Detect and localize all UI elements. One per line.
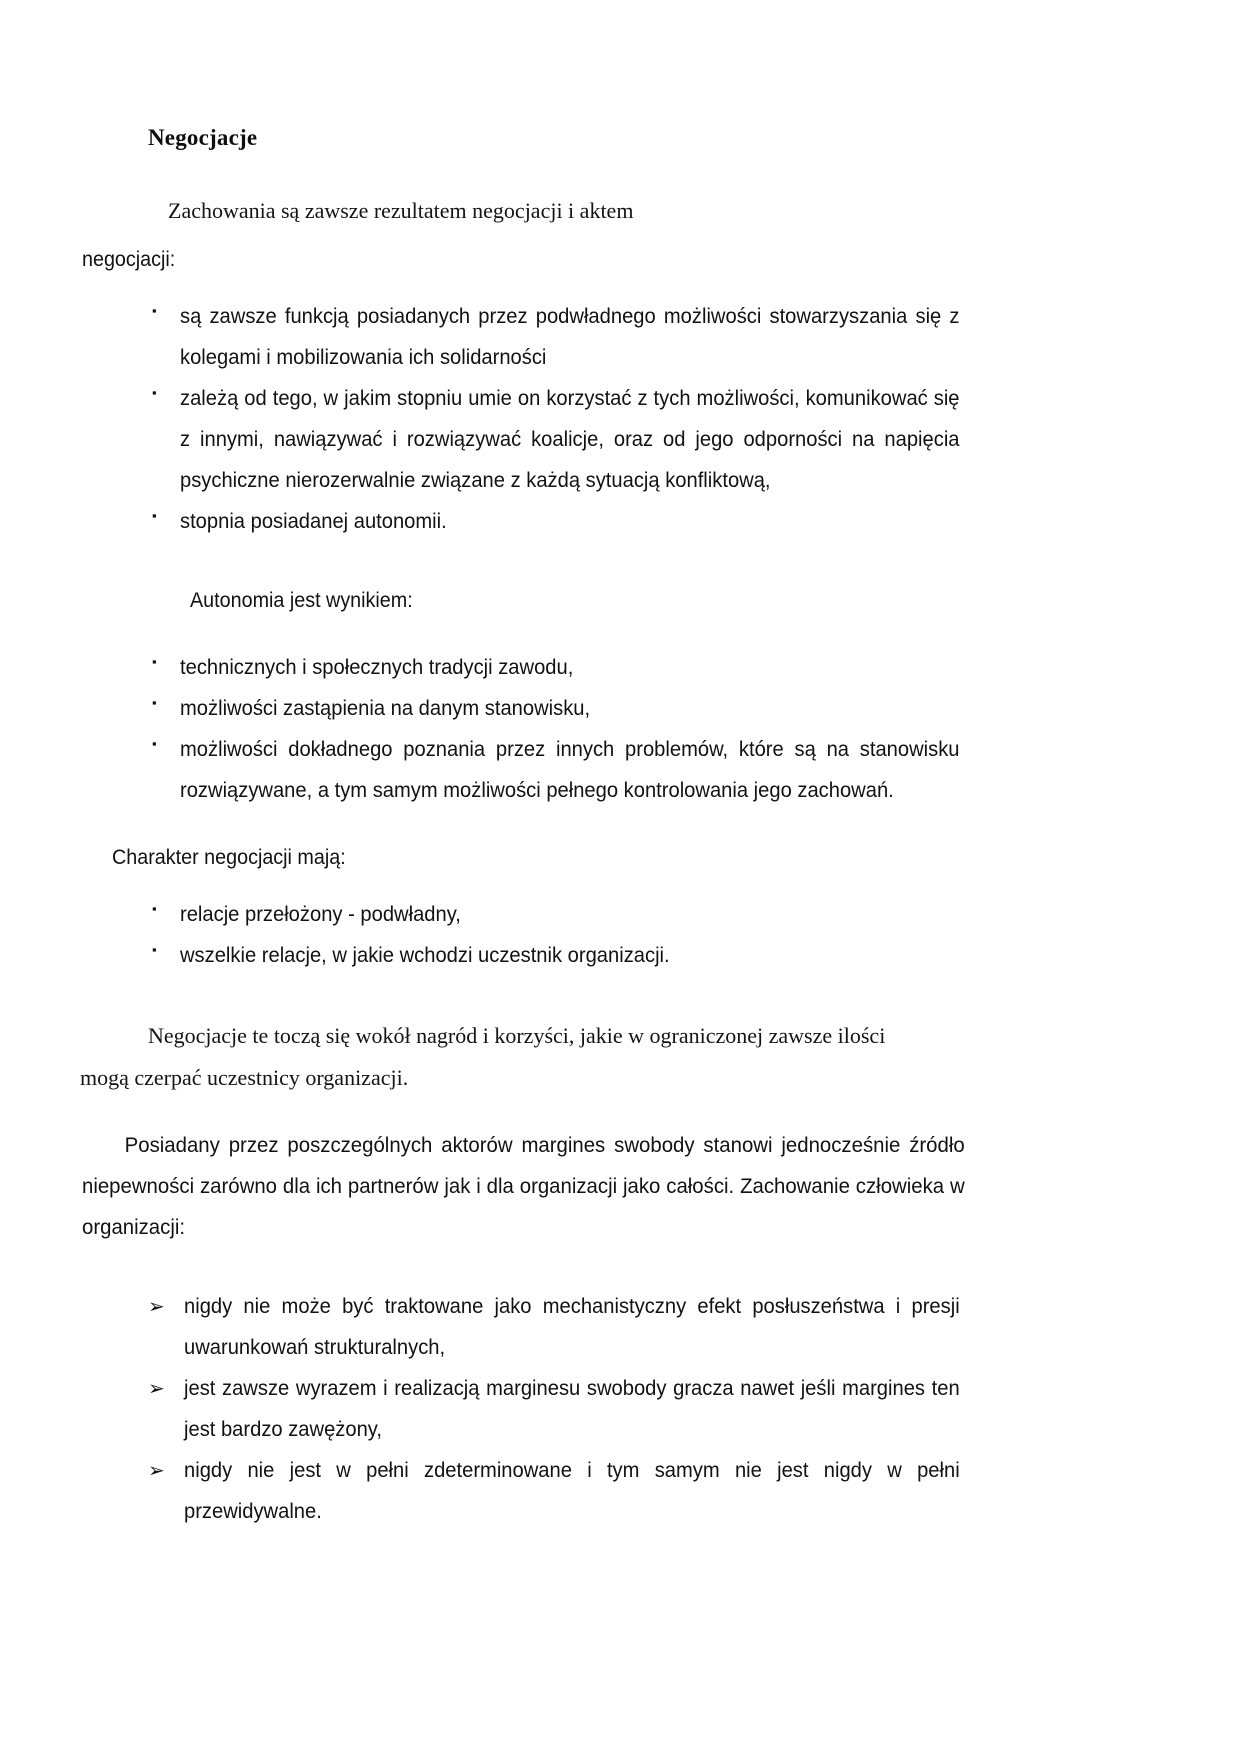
autonomy-sources-list xyxy=(112,648,992,812)
list-item-label: są zawsze funkcją posiadanych przez podwładnego możliwości stowarzyszania się z kolegami i mobilizowania ich solidarności xyxy=(180,305,960,370)
list-item-label: możliwości zastąpienia na danym stanowisku, xyxy=(180,696,591,720)
intro-paragraph: Zachowania są zawsze rezultatem negocjacji i aktem xyxy=(168,197,634,223)
list-item-label: możliwości dokładnego poznania przez innych problemów, które są na stanowisku rozwiązywane, a tym samym możliwości pełnego kontrolowania jego zachowań. xyxy=(180,737,960,802)
list-item-label: stopnia posiadanej autonomii. xyxy=(180,510,447,534)
list-item-label: wszelkie relacje, w jakie wchodzi uczestnik organizacji. xyxy=(180,943,670,967)
spacer xyxy=(112,1100,992,1126)
square-bullet-icon: ▪ xyxy=(152,735,157,751)
list-item-label: relacje przełożony - podwładny, xyxy=(180,902,461,926)
negotiation-attributes-list xyxy=(112,297,992,543)
list-item xyxy=(112,648,992,689)
square-bullet-icon: ▪ xyxy=(152,508,157,524)
list-item xyxy=(112,1369,992,1451)
negotiation-character-list xyxy=(112,895,992,977)
square-bullet-icon: ▪ xyxy=(152,303,157,319)
spacer xyxy=(112,543,992,581)
human-behaviour-list xyxy=(112,1287,992,1533)
list-item xyxy=(112,730,992,812)
freedom-paragraph: Posiadany przez poszczególnych aktorów margines swobody stanowi jednocześnie źródło niepewności zarówno dla ich partnerów jak i dla organizacji jako całości. Zachowanie człowieka w organizacji: xyxy=(82,1134,965,1240)
list-item-label: technicznych i społecznych tradycji zawodu, xyxy=(180,655,574,679)
list-item xyxy=(112,502,992,543)
square-bullet-icon: ▪ xyxy=(152,653,157,669)
list-item xyxy=(112,297,992,379)
list-item-label: zależą od tego, w jakim stopniu umie on korzystać z tych możliwości, komunikować się z innymi, nawiązywać i rozwiązywać koalicje, oraz od jego odporności na napięcia psychiczne nierozerwalnie związane z każdą sytuacją konfliktową, xyxy=(180,387,960,493)
document-content xyxy=(80,124,992,1533)
negotiations-paragraph-line-1: Negocjacje te toczą się wokół nagród i korzyści, jakie w ograniczonej zawsze ilości xyxy=(148,1022,886,1048)
intro-continuation: negocjacji: xyxy=(82,248,176,272)
list-item xyxy=(112,689,992,730)
autonomy-heading: Autonomia jest wynikiem: xyxy=(190,589,413,613)
spacer xyxy=(112,152,992,168)
spacer xyxy=(112,281,992,297)
spacer xyxy=(112,879,992,895)
arrow-bullet-icon: ➢ xyxy=(148,1294,165,1319)
list-item xyxy=(112,895,992,936)
square-bullet-icon: ▪ xyxy=(152,941,157,957)
list-item xyxy=(112,1287,992,1369)
arrow-bullet-icon: ➢ xyxy=(148,1376,165,1401)
list-item-label: nigdy nie jest w pełni zdeterminowane i tym samym nie jest nigdy w pełni przewidywalne. xyxy=(184,1458,960,1523)
square-bullet-icon: ▪ xyxy=(152,385,157,401)
list-item-label: nigdy nie może być traktowane jako mechanistyczny efekt posłuszeństwa i presji uwarunkowań strukturalnych, xyxy=(184,1295,960,1360)
spacer xyxy=(112,622,992,648)
page-title: Negocjacje xyxy=(148,125,258,150)
square-bullet-icon: ▪ xyxy=(152,694,157,710)
list-item xyxy=(112,379,992,502)
spacer xyxy=(112,1249,992,1287)
spacer xyxy=(112,232,992,240)
spacer xyxy=(112,977,992,1015)
list-item-label: jest zawsze wyrazem i realizacją marginesu swobody gracza nawet jeśli margines ten jest bardzo zawężony, xyxy=(184,1377,960,1441)
negotiations-paragraph-line-2: mogą czerpać uczestnicy organizacji. xyxy=(80,1065,409,1091)
arrow-bullet-icon: ➢ xyxy=(148,1457,165,1482)
list-item xyxy=(112,936,992,977)
character-heading: Charakter negocjacji mają: xyxy=(112,845,346,869)
spacer xyxy=(112,812,992,838)
square-bullet-icon: ▪ xyxy=(152,900,157,916)
list-item xyxy=(112,1451,992,1533)
